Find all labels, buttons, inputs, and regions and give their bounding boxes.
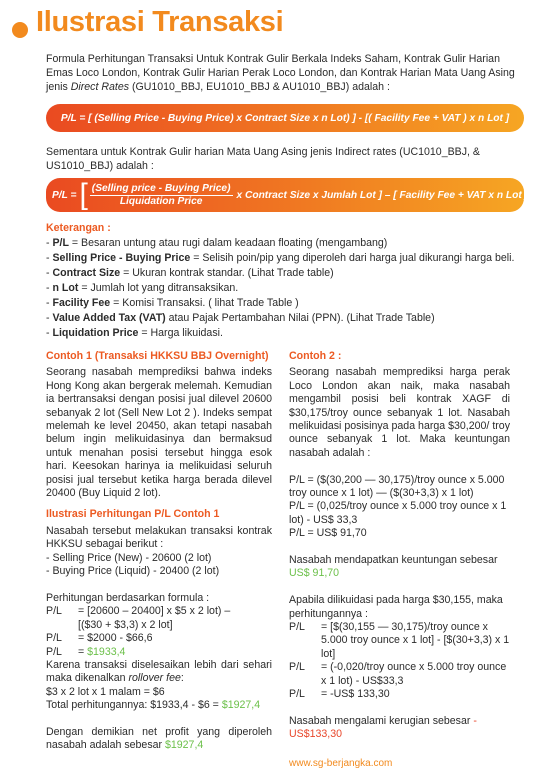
calc-heading: Perhitungan berdasarkan formula : [46,591,210,604]
list-item: - n Lot = Jumlah lot yang ditransaksikan. [46,282,239,294]
list-item: - Selling Price - Buying Price = Selisih poin/pip yang diperoleh dari harga jual dikurangi harga beli. [46,252,515,264]
list-item: - Facility Fee = Komisi Transaksi. ( lihat Trade Table ) [46,297,299,309]
liq-calc-row: P/L = [$(30,155 — 30,175)/troy ounce x 5.000 troy ounce x 1 lot] - [$(30+3,3) x 1 lot] [289,621,510,660]
list-item: - Liquidation Price = Harga likuidasi. [46,327,223,339]
net-profit-text: Dengan demikian net profit yang diperoleh nasabah adalah sebesar $1927,4 [46,725,272,752]
contoh1-heading: Contoh 1 (Transaksi HKKSU BBJ Overnight) [46,350,269,362]
fraction-denominator: Liquidation Price [119,195,203,207]
profit-value: US$ 91,70 [289,567,340,580]
rollover-text: Karena transaksi diselesaikan lebih dari sehari maka dikenalkan rollover fee: [46,658,272,685]
left-column [46,350,272,753]
footer-website-link[interactable]: www.sg-berjangka.com [289,758,393,769]
liq-calc-row: P/L = -US$ 133,30 [289,688,390,701]
calc-row: P/L = [20600 – 20400] x $5 x 2 lot) – [46,605,231,618]
title-bullet-icon [12,22,28,38]
calc-row: P/L = $2000 - $66,6 [46,632,153,645]
calc-row: P/L = $1933,4 [46,645,126,658]
ilustrasi-intro: Nasabah tersebut melakukan transaksi kontrak HKKSU sebagai berikut : [46,524,272,551]
selling-price-line: - Selling Price (New) - 20600 (2 lot) [46,551,212,564]
formula-direct-rates: P/L = [ (Selling Price - Buying Price) x Contract Size x n Lot) ] - [( Facility Fee + VAT ) x n Lot ] [46,104,524,132]
rollover-calc: $3 x 2 lot x 1 malam = $6 [46,685,165,698]
list-item: - Value Added Tax (VAT) atau Pajak Pertambahan Nilai (PPN). (Lihat Trade Table) [46,312,435,324]
formula-indirect-rates: P/L = [ $\frac{\text{(Selling price - Buying Price)}}{\text{Liquidation Price}}$ x Contract Size x Jumlah Lot ] – [ Facility Fee + VAT x n Lot ] [46,178,524,212]
net-profit-value: $1927,4 [164,739,204,752]
intro-paragraph: Formula Perhitungan Transaksi Untuk Kontrak Gulir Berkala Indeks Saham, Kontrak Gulir Harian Emas Loco London, Kontrak Gulir Harian Perak Loco London, dan Kontrak Harian Mata Uang Asing jenis Direct Rates (GU1010_BBJ, EU1010_BBJ & AU1010_BBJ) adalah : [46,53,515,93]
list-item: - P/L = Besaran untung atau rugi dalam keadaan floating (mengambang) [46,237,388,249]
contoh2-heading: Contoh 2 : [289,350,342,362]
loss-value: -US$133,30 [289,714,477,741]
ilustrasi-heading: Ilustrasi Perhitungan P/L Contoh 1 [46,508,220,521]
liquidation-intro: Apabila dilikuidasi pada harga $30,155, maka perhitungannya : [289,594,503,620]
profit-text: Nasabah mendapatkan keuntungan sebesar US$ 91,70 [289,554,498,580]
total-line: Total perhitungannya: $1933,4 - $6 = $1927,4 [46,699,261,712]
fraction-numerator: (Selling price - Buying Price) [91,182,231,194]
loss-text: Nasabah mengalami kerugian sebesar -US$133,30 [289,714,477,741]
calc-result-value: $1933,4 [87,645,126,658]
formula-bracket: [ [79,178,88,211]
right-column [289,350,510,742]
calc-row: [($30 + $3,3) x 2 lot] [78,618,173,631]
buying-price-line: - Buying Price (Liquid) - 20400 (2 lot) [46,565,220,578]
indirect-rates-paragraph: Sementara untuk Kontrak Gulir harian Mata Uang Asing jenis Indirect rates (UC1010_BBJ, & US1010_BBJ) adalah : [46,146,480,172]
keterangan-list [46,236,536,341]
total-value: $1927,4 [221,699,261,712]
contoh2-body: Seorang nasabah memprediksi harga perak Loco London akan naik, maka nasabah mengambil posisi beli kontrak XAGF di $30,175/troy ounce sebanyak 1 lot. Nasabah melikuidasi posisinya pada harga $30,200/ troy ounce sebanyak 1 lot. Maka keuntungan nasabah adalah : [289,366,510,459]
formula-fraction [90,183,233,208]
keterangan-heading: Keterangan : [46,222,111,234]
page-title: Ilustrasi Transaksi [36,6,284,38]
list-item: - Contract Size = Ukuran kontrak standar. (Lihat Trade table) [46,267,334,279]
liq-calc-row: P/L = (-0,020/troy ounce x 5.000 troy ounce x 1 lot) - US$33,3 [289,661,507,687]
contoh2-calc: P/L = ($(30,200 — 30,175)/troy ounce x 5.000 troy ounce x 1 lot) — ($(30+3,3) x 1 lot) P/L = (0,025/troy ounce x 5.000 troy ounce x 1 lot) - US$ 33,3 P/L = US$ 91,70 [289,473,507,540]
contoh1-body: Seorang nasabah memprediksi bahwa indeks Hong Kong akan bergerak melemah. Kemudian ia bertransaksi dengan posisi jual dilevel 20600 sebanyak 2 lot (Sell New Lot 2 ). Indeks sempat melemah ke level 20450, akan tetapi nasabah belum ingin melikuidasinya dan bermaksud untuk menahan posisi tersebut hingga esok hari. Keesokan harinya ia melikuidasi seluruh posisi jual tersebut ketika harga berada dilevel 20400 (Buy Liquid 2 lot). [46,366,272,500]
